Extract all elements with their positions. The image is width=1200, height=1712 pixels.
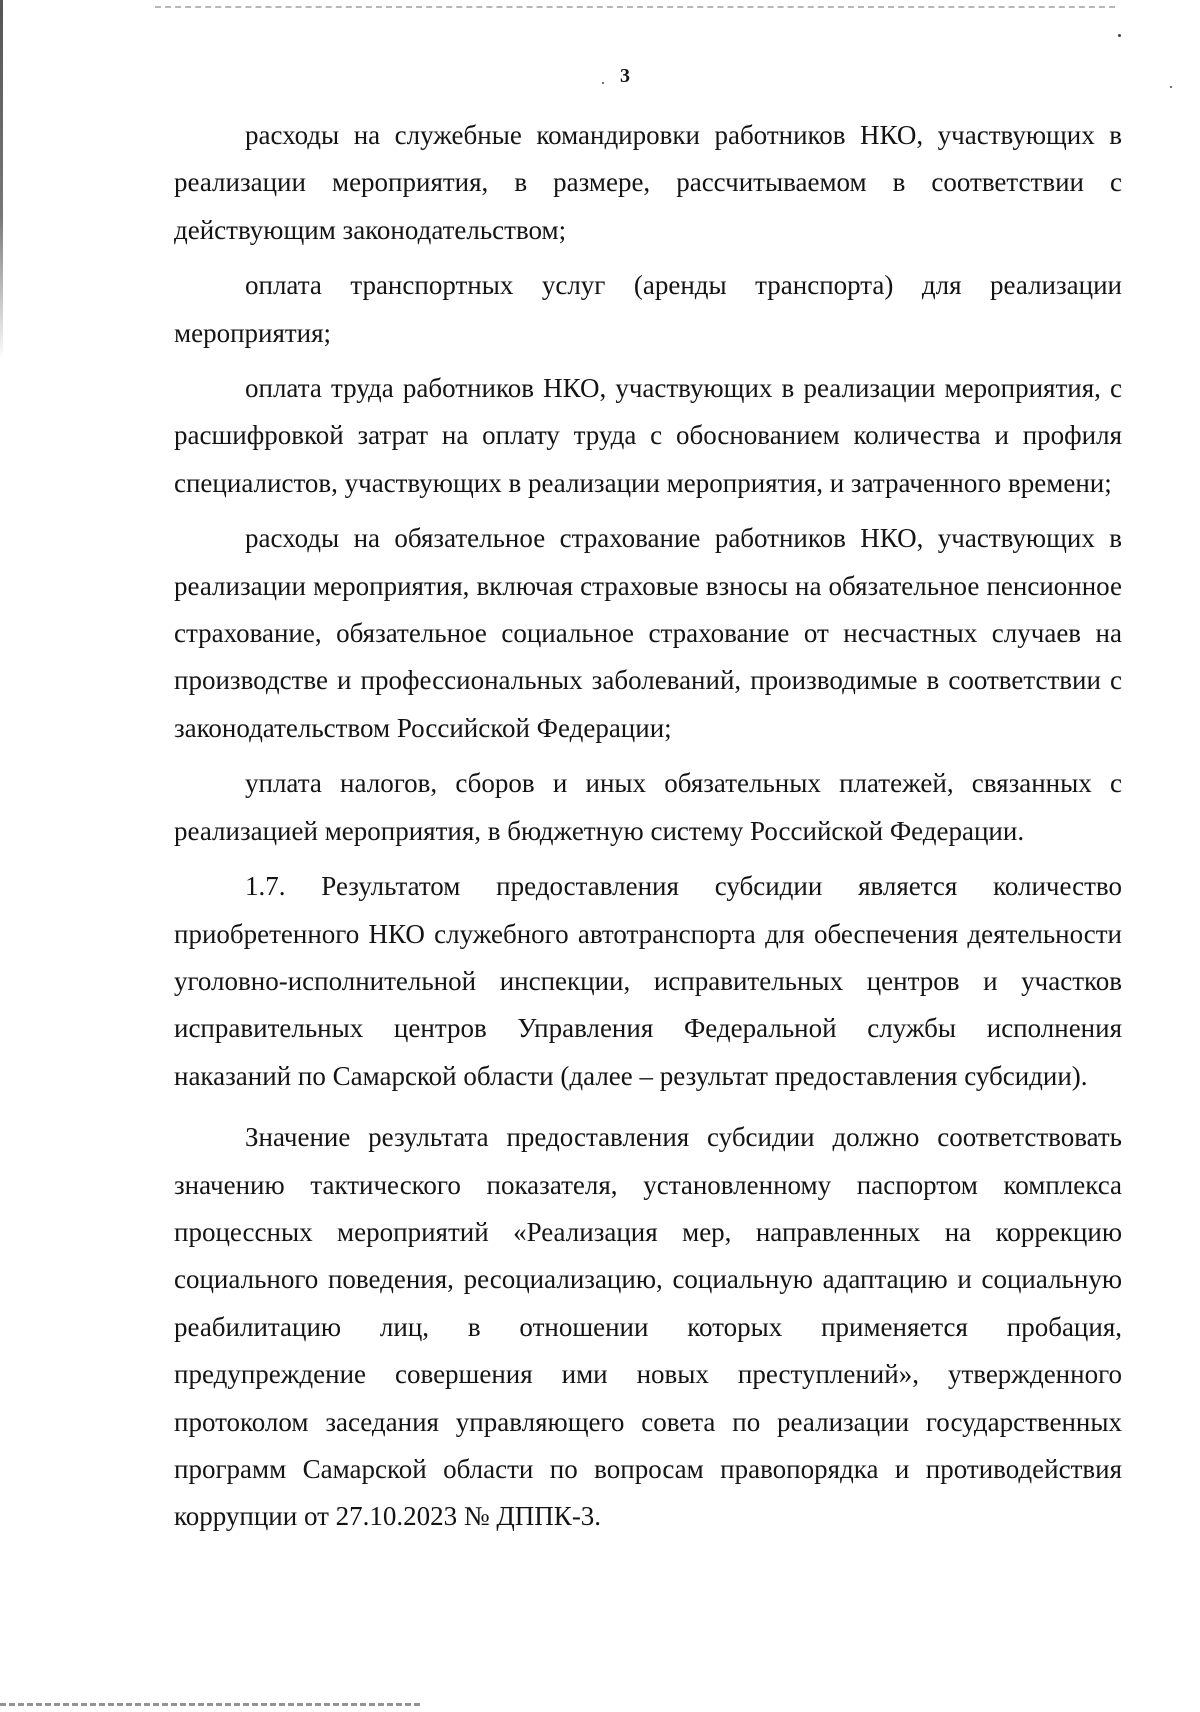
scan-artifact-top-line: [155, 6, 1115, 8]
page-number: 3: [620, 65, 630, 87]
paragraph-subsidy-result: 1.7. Результатом предоставления субсидии является количество приобретенного НКО служебного автотранспорта для обеспечения деятельности уголовно-исполнительной инспекции, исправительных центров и участков исправительных центров Управления Федеральной службы исполнения наказаний по Самарской области (далее – результат предоставления субсидии).: [174, 871, 1122, 1091]
paragraph-transport-services: оплата транспортных услуг (аренды транспорта) для реализации мероприятия;: [174, 270, 1122, 348]
paragraph-result-value: Значение результата предоставления субсидии должно соответствовать значению тактического показателя, установленному паспортом комплекса процессных мероприятий «Реализация мер, направленных на коррекцию социального поведения, ресоциализацию, социальную адаптацию и социальную реабилитацию лиц, в отношении которых применяется пробация, предупреждение совершения ими новых преступлений», утвержденного протоколом заседания управляющего совета по реализации государственных программ Самарской области по вопросам правопорядка и противодействия коррупции от 27.10.2023 № ДППК-3.: [174, 1122, 1122, 1532]
scan-artifact-bottom-line: [0, 1703, 420, 1706]
scan-artifact-left-edge: [0, 0, 3, 360]
paragraph-mandatory-insurance: расходы на обязательное страхование работников НКО, участвующих в реализации мероприятия, включая страховые взносы на обязательное пенсионное страхование, обязательное социальное страхование от несчастных случаев на производстве и профессиональных заболеваний, производимые в соответствии с законодательством Российской Федерации;: [174, 523, 1122, 743]
paragraph-labor-payment: оплата труда работников НКО, участвующих в реализации мероприятия, с расшифровкой затрат на оплату труда с обоснованием количества и профиля специалистов, участвующих в реализации мероприятия, и затраченного времени;: [174, 373, 1122, 498]
paragraph-travel-expenses: расходы на служебные командировки работников НКО, участвующих в реализации мероприятия, в размере, рассчитываемом в соответствии с действующим законодательством;: [174, 120, 1122, 245]
scan-speck: [1118, 34, 1121, 37]
document-body: [174, 112, 1122, 1541]
paragraph-taxes-fees: уплата налогов, сборов и иных обязательных платежей, связанных с реализацией мероприятия, в бюджетную систему Российской Федерации.: [174, 768, 1122, 846]
